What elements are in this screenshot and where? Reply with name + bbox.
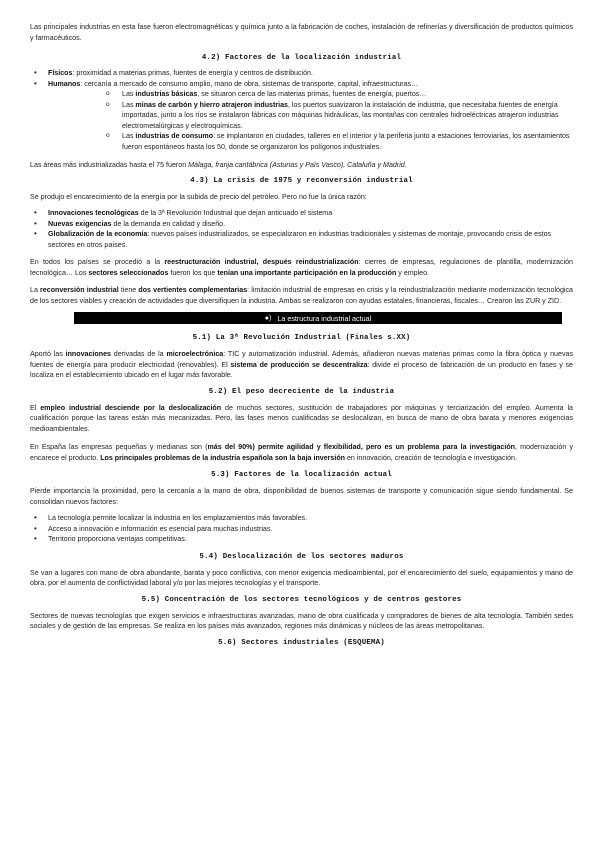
heading-5-4: 5.4) Deslocalización de los sectores maduros <box>199 552 404 561</box>
heading-5-6: 5.6) Sectores industriales (ESQUEMA) <box>218 638 385 647</box>
heading-5-2: 5.2) El peso decreciente de la industria <box>208 387 395 396</box>
list-item: o Las industrias de consumo: se implantaron en ciudades, talleres en el interior y la periferia junto a estaciones ferroviarias, los asentamientos fueron espontáneos hasta los 50, donde se organizaron los polígonos industriales. <box>106 131 573 152</box>
heading-5-3: 5.3) Factores de la localización actual <box>211 471 392 479</box>
list-item: • Acceso a innovación e información es esencial para muchas industrias. <box>30 524 573 535</box>
relocation-paragraph: Se van a lugares con mano de obra abundante, barata y poco conflictiva, con menor exigencia medioambiental, por el encarecimiento del suelo, equipamientos y mano de obra, por el aumento de conflictividad laboral y/o por las mejores tecnologías y el transporte. <box>30 568 573 587</box>
banner-title: La estructura industrial actual <box>277 313 372 323</box>
list-item: o Las minas de carbón y hierro atrajeron industrias, los puertos suavizaron la instalación de industria, que necesitaba fuentes de energía importadas, junto a los ríos se instalaron fábricas con máquinas hidráulicas, las montañas con centrales hidroeléctricas atrajeron industrias electrometalúrgicas y electroquímicas. <box>106 100 573 132</box>
reconversion-paragraph: La reconversión industrial tiene dos vertientes complementarias: limitación industrial de empresas en crisis y la reindustrialización mediante modernización tecnológica de los sectores viables y creación de actividades que diversifiquen la industria. Ambas se realizaron con ayudas estatales, financieras, fiscales… Crearon las ZUR y ZID. <box>30 286 573 305</box>
intro-paragraph: Las principales industrias en esta fase fueron electromagnéticas y química junto a la fabricación de coches, instalación de refinerías y diversificación de productos químicos y farmacéuticos. <box>30 23 573 42</box>
restructuring-paragraph: En todos los países se procedió a la reestructuración industrial, después reindustrialización: cierres de empresas, regulaciones de plantilla, modernización tecnológica… Los sectores seleccionados fueron los que tenían una importante participación en la producción y empleo. <box>30 258 574 277</box>
third-revolution-paragraph: Aportó las innovaciones derivadas de la microelectrónica: TIC y automatización industrial. Además, añadieron nuevas materias primas como la fibra óptica y nuevas fuentes de energía para producir electricidad (renovables). El sistema de producción se descentraliza: divide el proceso de fabricación de un producto en fases y se localiza en el establecimiento ubicado en el lugar más favorable. <box>30 350 573 379</box>
current-factors-paragraph: Pierde importancia la proximidad, pero la cercanía a la mano de obra, disponibilidad de buenos sistemas de transporte y comunicación sigue siendo fundamental. Se consolidan nuevos factores: <box>30 487 573 506</box>
list-item: • Nuevas exigencias de la demanda en calidad y diseño. <box>30 219 573 230</box>
heading-5-5: 5.5) Concentración de los sectores tecnológicos y de centros gestores <box>141 595 462 604</box>
banner-bullet: ●) <box>264 314 272 322</box>
section-banner <box>74 312 562 324</box>
crisis-intro: Se produjo el encarecimiento de la energía por la subida de precio del petróleo. Pero no fue la única razón: <box>30 192 367 201</box>
heading-4-3: 4.3) La crisis de 1975 y reconversión industrial <box>190 176 413 185</box>
tech-concentration-paragraph: Sectores de nuevas tecnologías que exigen servicios e infraestructuras avanzadas, mano de obra cualificada y compradores de bienes de alta tecnología. También sedes sociales y de gestión de las empresas. Se realiza en los países más avanzados, regiones más dinámicas y núcleos de las áreas metropolitanas. <box>30 611 573 630</box>
spain-smes-paragraph: En España las empresas pequeñas y medianas son (más del 90%) permite agilidad y flexibilidad, pero es un problema para la investigación, modernización y encarece el producto. Los principales problemas de la industria española son la baja inversión en innovación, creación de tecnología e investigación. <box>30 443 573 462</box>
list-item: • Humanos: cercanía a mercado de consumo amplio, mano de obra, sistemas de transporte, capital, infraestructuras… o Las industrias básicas, se situaron cerca de las materias primas, fuentes de energía, puertos… o Las minas de carbón y hierro atrajeron industrias, los puertos suavizaron la instalación de industria, que necesitaba fuentes de energía importadas, junto a los ríos se instalaron fábricas con máquinas hidráulicas, las montañas con centrales hidroeléctricas atrajeron industrias electrometalúrgicas y electroquímicas. o Las industrias de consumo: se implantaron en ciudades, talleres en el interior y la periferia junto a estaciones ferroviarias, los asentamientos fueron espontáneos hasta los 50, donde se organizaron los polígonos industriales. <box>30 79 573 153</box>
employment-paragraph: El empleo industrial desciende por la deslocalización de muchos sectores, sustitución de trabajadores por máquinas y terciarización del empleo. Aumenta la cualificación porque las tareas están más mecanizadas. Pero, las fases menos cualificadas se deslocalizan, en busca de mano de obra barata y menores exigencias medioambientales. <box>30 403 574 433</box>
new-factors-list <box>30 513 573 545</box>
list-item: • Innovaciones tecnológicas de la 3ª Revolución Industrial que dejan anticuado el sistema <box>30 208 573 219</box>
heading-5-1: 5.1) La 3ª Revolución Industrial (Finales s.XX) <box>192 334 411 342</box>
list-item: • La tecnología permite localizar la industria en los emplazamientos más favorables. <box>30 513 573 524</box>
human-factors-sublist <box>48 89 573 152</box>
industrial-areas-paragraph: Las áreas más industrializadas hasta el 75 fueron Málaga, franja cantábrica (Asturias y País Vasco), Cataluña y Madrid. <box>30 161 407 169</box>
crisis-causes-list <box>30 208 573 250</box>
list-item: • Físicos: proximidad a materias primas, fuentes de energía y centros de distribución. <box>30 68 573 79</box>
heading-4-2: 4.2) Factores de la localización industrial <box>201 54 402 62</box>
list-item: o Las industrias básicas, se situaron cerca de las materias primas, fuentes de energía, puertos… <box>106 89 573 100</box>
document-page <box>30 22 573 647</box>
location-factors-list <box>30 68 573 152</box>
list-item: • Territorio proporciona ventajas competitivas. <box>30 534 573 545</box>
list-item: • Globalización de la economía: nuevos países industrializados, se especializaron en industrias tradicionales y sistemas de montaje, provocando crisis de estos sectores en otros países. <box>30 229 573 250</box>
